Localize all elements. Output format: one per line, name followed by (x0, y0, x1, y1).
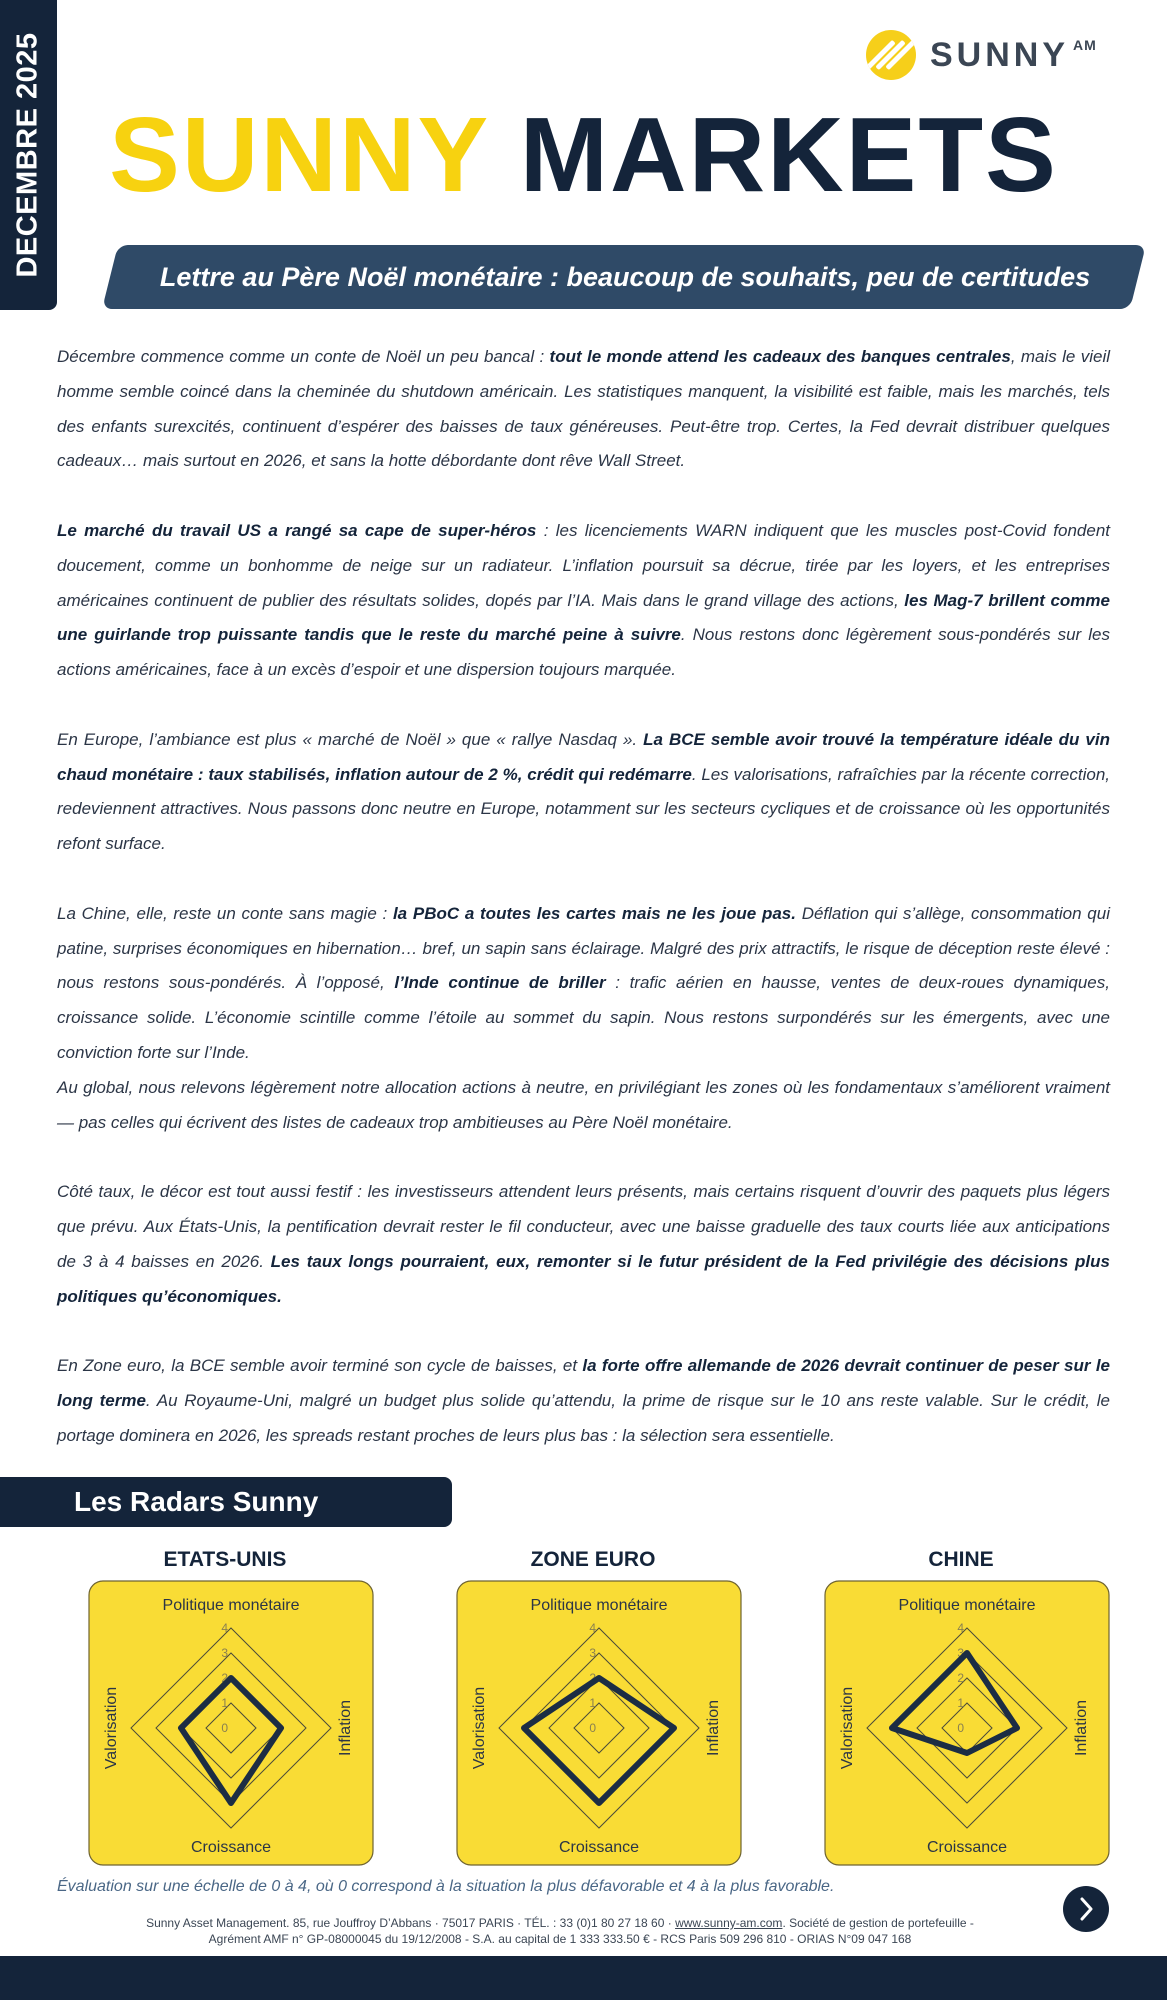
radar-scale-label: 0 (221, 1721, 228, 1735)
logo-word: SUNNY (930, 35, 1070, 74)
radar-scale-label: 2 (957, 1671, 964, 1685)
footer-company-type: . Société de gestion de portefeuille - (782, 1916, 974, 1930)
paragraph-text: Déflation qui s’allège, consommation qui patine, surprises économiques en hibernation… bref, un sapin sans éclairage. Malgré des prix attractifs, le risque de déception reste élevé : nous restons sous-pondérés. À l’opposé, (57, 903, 1110, 993)
article-paragraph (57, 340, 1110, 479)
radar-chart (456, 1580, 742, 1866)
date-label: DECEMBRE 2025 (11, 32, 44, 278)
paragraph-text: . Au Royaume-Uni, malgré un budget plus solide qu’attendu, la prime de risque sur le 10 ans reste valable. Sur le crédit, le portage dominera en 2026, les spreads restant proches de leurs plus bas : la sélection sera essentielle. (57, 1390, 1110, 1445)
sunny-am-logo (866, 30, 1097, 80)
paragraph-text: : trafic aérien en hausse, ventes de deux-roues dynamiques, croissance solide. L’économie scintille comme l’étoile au sommet du sapin. Nous restons surpondérés sur les émergents, avec une conviction forte sur l’Inde. (57, 973, 1110, 1062)
bottom-bar (0, 1956, 1167, 2000)
paragraph-text: : les licenciements WARN indiquent que les muscles post-Covid fondent doucement, comme un bonhomme de neige sur un radiateur. L’inflation poursuit sa décrue, tirée par les loyers, et les entreprises américaines continuent de publier des résultats solides, dopés par l’IA. Mais dans le grand village des actions, (57, 520, 1110, 610)
logo-suffix: AM (1073, 37, 1097, 53)
axis-label-left: Valorisation (839, 1686, 856, 1770)
radar-scale-label: 3 (221, 1646, 228, 1660)
axis-label-top: Politique monétaire (898, 1597, 1036, 1614)
footer-legal: Agrément AMF n° GP-08000045 du 19/12/2008 - S.A. au capital de 1 333 333.50 € - RCS Paris 509 296 810 - ORIAS N°09 047 168 (208, 1932, 912, 1946)
radar-scale-label: 2 (589, 1671, 596, 1685)
article-paragraph (57, 514, 1110, 688)
radar-title: ETATS-UNIS (163, 1548, 287, 1571)
sun-logo-icon (866, 30, 916, 80)
bold-text: tout le monde attend les cadeaux des banques centrales (549, 347, 1011, 366)
radar-scale-label: 4 (221, 1621, 228, 1635)
radar-title: ZONE EURO (530, 1548, 656, 1571)
radar-title: CHINE (928, 1548, 994, 1571)
bold-text: Le marché du travail US a rangé sa cape de super-héros (57, 520, 537, 540)
article-body (57, 340, 1110, 1488)
radar-scale-label: 1 (221, 1696, 228, 1710)
chevron-right-icon (1075, 1896, 1097, 1922)
paragraph-text: La Chine, elle, reste un conte sans magie : (57, 903, 393, 923)
radar-scale-label: 4 (589, 1621, 596, 1635)
bold-text: Les taux longs pourraient, eux, remonter si le futur président de la Fed privilégie des décisions plus politiques qu’économiques. (57, 1251, 1110, 1306)
title-markets: MARKETS (519, 96, 1058, 214)
next-page-button[interactable] (1063, 1886, 1109, 1932)
axis-label-top: Politique monétaire (162, 1597, 300, 1614)
article-paragraph (57, 1349, 1110, 1453)
radar-background (89, 1581, 373, 1865)
scale-note: Évaluation sur une échelle de 0 à 4, où 0 correspond à la situation la plus défavorable et 4 à la plus favorable. (57, 1878, 835, 1895)
footer-address: Sunny Asset Management. 85, rue Jouffroy D’Abbans · 75017 PARIS · TÉL. : 33 (0)1 80 27 18 60 · (146, 1916, 676, 1930)
footer (60, 1915, 1060, 1947)
paragraph-text: . Nous restons donc légèrement sous-pondérés sur les actions américaines, face à un excès d’espoir et une dispersion toujours marquée. (57, 625, 1110, 680)
radar-scale-label: 0 (957, 1721, 964, 1735)
radar-usa (75, 1540, 375, 1866)
radars-section-title: Les Radars Sunny (0, 1477, 452, 1527)
axis-label-right: Inflation (337, 1699, 354, 1757)
paragraph-text: Décembre commence comme un conte de Noël un peu bancal : (57, 347, 550, 366)
paragraph-text: En Zone euro, la BCE semble avoir terminé son cycle de baisses, et (57, 1356, 583, 1376)
radar-scale-label: 0 (589, 1721, 596, 1735)
axis-label-bottom: Croissance (190, 1839, 272, 1856)
radar-scale-label: 1 (589, 1696, 596, 1710)
radar-scale-label: 4 (957, 1621, 964, 1635)
article-paragraph (57, 897, 1110, 1071)
website-link[interactable]: www.sunny-am.com (675, 1916, 783, 1930)
radar-background (457, 1581, 741, 1865)
article-paragraph (57, 1175, 1110, 1314)
axis-label-top: Politique monétaire (530, 1597, 668, 1614)
radar-scale-label: 3 (589, 1646, 596, 1660)
page-title (0, 96, 1167, 214)
radar-scale-label: 3 (957, 1646, 964, 1660)
radar-scale-label: 2 (221, 1671, 228, 1685)
axis-label-bottom: Croissance (558, 1839, 640, 1856)
subtitle-text: Lettre au Père Noël monétaire : beaucoup de souhaits, peu de certitudes (159, 261, 1091, 292)
paragraph-text: En Europe, l’ambiance est plus « marché de Noël » que « rallye Nasdaq ». (57, 729, 644, 749)
axis-label-left: Valorisation (103, 1686, 120, 1770)
bold-text: la PBoC a toutes les cartes mais ne les joue pas. (392, 903, 796, 923)
radar-china (811, 1540, 1111, 1866)
article-paragraph (57, 1071, 1110, 1141)
paragraph-text: Au global, nous relevons légèrement notre allocation actions à neutre, en privilégiant les zones où les fondamentaux s’améliorent vraiment — pas celles qui écrivent des listes de cadeaux trop ambitieuses au Père Noël monétaire. (57, 1077, 1110, 1132)
article-paragraph (57, 723, 1110, 862)
paragraph-text: Côté taux, le décor est tout aussi festif : les investisseurs attendent leurs présents, mais certains risquent d’ouvrir des paquets plus légers que prévu. Aux États-Unis, la pentification devrait rester le fil conducteur, avec une baisse graduelle des taux courts liée aux anticipations de 3 à 4 baisses en 2026. (57, 1182, 1110, 1271)
radar-chart (824, 1580, 1110, 1866)
paragraph-text: , mais le vieil homme semble coincé dans la cheminée du shutdown américain. Les statistiques manquent, la visibilité est faible, mais les marchés, tels des enfants surexcités, continuent d’espérer des baisses de taux généreuses. Peut-être trop. Certes, la Fed devrait distribuer quelques cadeaux… mais surtout en 2026, et sans la hotte débordante dont rêve Wall Street. (57, 347, 1110, 471)
axis-label-bottom: Croissance (926, 1839, 1008, 1856)
radar-scale-label: 1 (957, 1696, 964, 1710)
title-sunny: SUNNY (109, 96, 489, 214)
radar-chart (88, 1580, 374, 1866)
radar-background (825, 1581, 1109, 1865)
axis-label-left: Valorisation (471, 1686, 488, 1770)
bold-text: l’Inde continue de briller (394, 973, 606, 993)
axis-label-right: Inflation (1073, 1699, 1090, 1757)
radar-eurozone (443, 1540, 743, 1866)
axis-label-right: Inflation (705, 1699, 722, 1757)
bold-text: la forte offre allemande de 2026 devrait continuer de peser sur le long terme (57, 1356, 1110, 1410)
paragraph-text: . Les valorisations, rafraîchies par la récente correction, redeviennent attractives. Nous passons donc neutre en Europe, notamment sur les secteurs cycliques et de croissance où les opportunités refont surface. (57, 764, 1110, 854)
bold-text: les Mag-7 brillent comme une guirlande trop puissante tandis que le reste du marché peine à suivre (57, 590, 1110, 645)
bold-text: La BCE semble avoir trouvé la température idéale du vin chaud monétaire : taux stabilisés, inflation autour de 2 %, crédit qui redémarre (57, 729, 1110, 784)
